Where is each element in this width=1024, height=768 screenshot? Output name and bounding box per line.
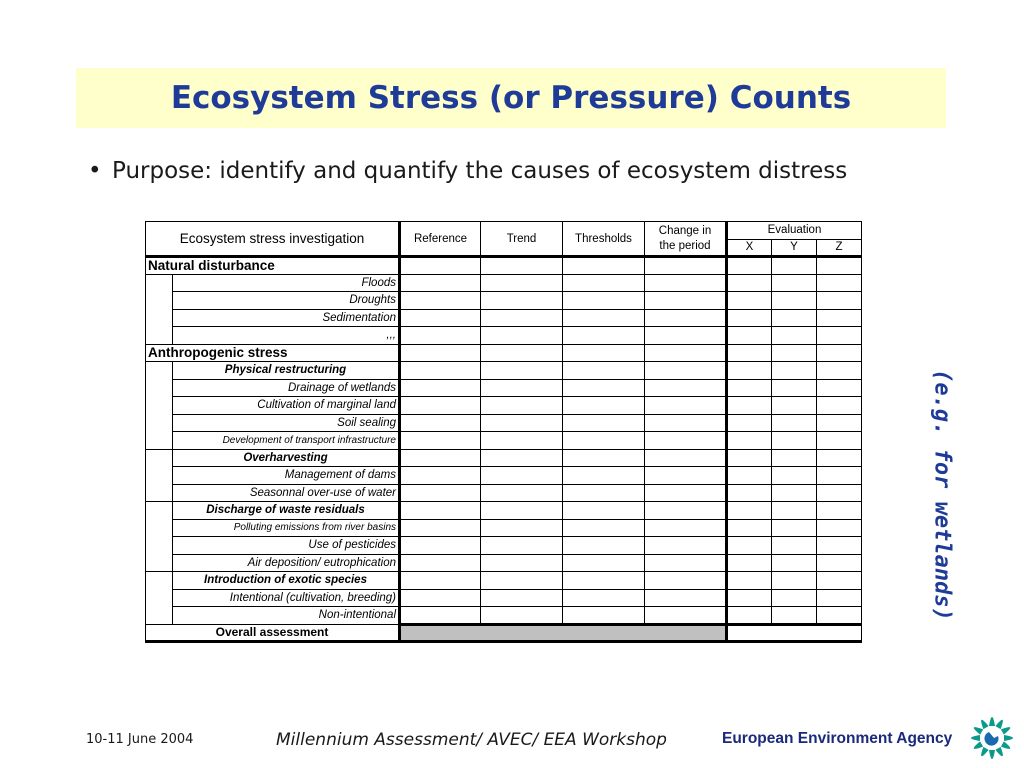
value-cell	[645, 292, 727, 310]
value-cell	[772, 467, 817, 485]
value-cell	[563, 467, 645, 485]
side-note-text: (e.g. for wetlands)	[929, 369, 955, 621]
row-label: Cultivation of marginal land	[173, 397, 400, 415]
value-cell	[481, 414, 563, 432]
header-reference: Reference	[400, 222, 481, 257]
value-cell	[645, 607, 727, 625]
value-cell	[400, 519, 481, 537]
value-cell	[400, 537, 481, 555]
table-row	[146, 607, 862, 625]
value-cell	[817, 519, 862, 537]
value-cell	[645, 309, 727, 327]
header-x: X	[727, 239, 772, 257]
value-cell	[727, 327, 772, 345]
value-cell	[563, 292, 645, 310]
value-cell	[817, 484, 862, 502]
row-label: Soil sealing	[173, 414, 400, 432]
value-cell	[481, 484, 563, 502]
value-cell	[817, 572, 862, 590]
row-label: Drainage of wetlands	[173, 379, 400, 397]
value-cell	[481, 327, 563, 345]
group-title: Physical restructuring	[173, 362, 400, 380]
header-z: Z	[817, 239, 862, 257]
value-cell	[481, 519, 563, 537]
value-cell	[772, 309, 817, 327]
table-row	[146, 274, 862, 292]
value-cell	[400, 257, 481, 275]
value-cell	[481, 502, 563, 520]
row-label: Intentional (cultivation, breeding)	[173, 589, 400, 607]
value-cell	[481, 537, 563, 555]
value-cell	[400, 362, 481, 380]
table-row	[146, 589, 862, 607]
value-cell	[563, 274, 645, 292]
value-cell	[727, 274, 772, 292]
value-cell	[817, 537, 862, 555]
value-cell	[563, 572, 645, 590]
value-cell	[400, 309, 481, 327]
value-cell	[481, 432, 563, 450]
value-cell	[481, 467, 563, 485]
value-cell	[645, 537, 727, 555]
value-cell	[817, 274, 862, 292]
value-cell	[727, 344, 772, 362]
value-cell	[400, 397, 481, 415]
group-indent	[146, 449, 173, 502]
row-label: Sedimentation	[173, 309, 400, 327]
value-cell	[772, 607, 817, 625]
header-thresholds: Thresholds	[563, 222, 645, 257]
row-label: Use of pesticides	[173, 537, 400, 555]
value-cell	[481, 309, 563, 327]
value-cell	[400, 414, 481, 432]
value-cell	[817, 379, 862, 397]
value-cell	[817, 502, 862, 520]
header-investigation: Ecosystem stress investigation	[146, 222, 400, 257]
value-cell	[400, 432, 481, 450]
value-cell	[817, 449, 862, 467]
bullet-point	[88, 158, 847, 184]
value-cell	[772, 292, 817, 310]
value-cell	[727, 257, 772, 275]
table-row	[146, 309, 862, 327]
group-title: Discharge of waste residuals	[173, 502, 400, 520]
overall-row	[146, 624, 862, 642]
value-cell	[481, 589, 563, 607]
value-cell	[727, 589, 772, 607]
value-cell	[645, 379, 727, 397]
value-cell	[772, 432, 817, 450]
value-cell	[817, 607, 862, 625]
value-cell	[645, 344, 727, 362]
value-cell	[563, 432, 645, 450]
value-cell	[817, 589, 862, 607]
value-cell	[563, 379, 645, 397]
table-row	[146, 519, 862, 537]
value-cell	[645, 572, 727, 590]
row-label: Polluting emissions from river basins	[173, 519, 400, 537]
row-label: ,,,	[173, 327, 400, 345]
value-cell	[772, 344, 817, 362]
value-cell	[645, 257, 727, 275]
side-note	[922, 355, 962, 635]
table-row	[146, 397, 862, 415]
table-row	[146, 572, 862, 590]
value-cell	[817, 327, 862, 345]
value-cell	[563, 257, 645, 275]
value-cell	[727, 309, 772, 327]
table-row	[146, 502, 862, 520]
value-cell	[727, 519, 772, 537]
value-cell	[817, 397, 862, 415]
value-cell	[645, 414, 727, 432]
eea-logo-icon	[960, 706, 1024, 768]
value-cell	[481, 344, 563, 362]
value-cell	[645, 484, 727, 502]
value-cell	[645, 397, 727, 415]
value-cell	[772, 362, 817, 380]
value-cell	[772, 379, 817, 397]
row-label: Floods	[173, 274, 400, 292]
header-row-1	[146, 222, 862, 240]
value-cell	[400, 607, 481, 625]
header-trend: Trend	[481, 222, 563, 257]
value-cell	[481, 274, 563, 292]
bullet-text: Purpose: identify and quantify the causes of ecosystem distress	[112, 158, 848, 184]
value-cell	[727, 362, 772, 380]
value-cell	[481, 607, 563, 625]
value-cell	[817, 414, 862, 432]
group-indent	[146, 572, 173, 625]
value-cell	[400, 554, 481, 572]
value-cell	[817, 554, 862, 572]
table-row	[146, 327, 862, 345]
value-cell	[563, 484, 645, 502]
table-row	[146, 449, 862, 467]
slide-title: Ecosystem Stress (or Pressure) Counts	[170, 80, 852, 116]
value-cell	[400, 449, 481, 467]
section-row	[146, 257, 862, 275]
value-cell	[400, 589, 481, 607]
value-cell	[645, 589, 727, 607]
group-title: Overharvesting	[173, 449, 400, 467]
footer-event: Millennium Assessment/ AVEC/ EEA Workshop	[276, 730, 667, 750]
value-cell	[772, 397, 817, 415]
value-cell	[727, 607, 772, 625]
table-row	[146, 432, 862, 450]
header-change	[645, 222, 727, 257]
header-change-line1: Change in	[658, 224, 712, 237]
value-cell	[772, 519, 817, 537]
value-cell	[563, 607, 645, 625]
value-cell	[772, 589, 817, 607]
value-cell	[563, 589, 645, 607]
value-cell	[727, 554, 772, 572]
value-cell	[481, 449, 563, 467]
row-label: Development of transport infrastructure	[173, 432, 400, 450]
value-cell	[727, 572, 772, 590]
row-label: Droughts	[173, 292, 400, 310]
bullet-dot-icon: •	[88, 158, 102, 184]
value-cell	[817, 309, 862, 327]
value-cell	[400, 344, 481, 362]
value-cell	[727, 379, 772, 397]
overall-label: Overall assessment	[146, 624, 400, 642]
row-label: Non-intentional	[173, 607, 400, 625]
value-cell	[727, 449, 772, 467]
value-cell	[645, 327, 727, 345]
value-cell	[481, 572, 563, 590]
value-cell	[817, 344, 862, 362]
value-cell	[645, 362, 727, 380]
value-cell	[727, 414, 772, 432]
value-cell	[563, 344, 645, 362]
value-cell	[727, 467, 772, 485]
value-cell	[400, 327, 481, 345]
value-cell	[481, 292, 563, 310]
value-cell	[563, 309, 645, 327]
footer-agency: European Environment Agency	[722, 730, 953, 747]
row-label: Air deposition/ eutrophication	[173, 554, 400, 572]
value-cell	[481, 362, 563, 380]
value-cell	[400, 292, 481, 310]
value-cell	[727, 432, 772, 450]
value-cell	[772, 502, 817, 520]
table-row	[146, 362, 862, 380]
title-box	[76, 68, 946, 128]
value-cell	[400, 467, 481, 485]
value-cell	[727, 484, 772, 502]
value-cell	[772, 327, 817, 345]
value-cell	[563, 362, 645, 380]
value-cell	[772, 537, 817, 555]
table-row	[146, 554, 862, 572]
value-cell	[772, 449, 817, 467]
row-label: Management of dams	[173, 467, 400, 485]
value-cell	[400, 379, 481, 397]
table-row	[146, 484, 862, 502]
value-cell	[645, 467, 727, 485]
table-row	[146, 537, 862, 555]
table-row	[146, 379, 862, 397]
header-change-line2: the period	[659, 239, 711, 252]
overall-grey-cell	[400, 624, 727, 642]
value-cell	[563, 502, 645, 520]
value-cell	[772, 572, 817, 590]
value-cell	[772, 274, 817, 292]
value-cell	[727, 292, 772, 310]
value-cell	[772, 257, 817, 275]
value-cell	[481, 554, 563, 572]
value-cell	[772, 484, 817, 502]
value-cell	[727, 537, 772, 555]
value-cell	[481, 379, 563, 397]
value-cell	[563, 519, 645, 537]
value-cell	[400, 484, 481, 502]
value-cell	[645, 432, 727, 450]
footer-date: 10-11 June 2004	[86, 732, 194, 747]
section-label: Anthropogenic stress	[146, 344, 400, 362]
section-row	[146, 344, 862, 362]
section-label: Natural disturbance	[146, 257, 400, 275]
value-cell	[400, 502, 481, 520]
value-cell	[400, 274, 481, 292]
header-y: Y	[772, 239, 817, 257]
value-cell	[817, 362, 862, 380]
value-cell	[817, 292, 862, 310]
group-indent	[146, 502, 173, 572]
value-cell	[817, 257, 862, 275]
overall-evaluation-cell	[727, 624, 862, 642]
value-cell	[563, 397, 645, 415]
stress-table	[145, 221, 862, 643]
value-cell	[645, 502, 727, 520]
value-cell	[727, 502, 772, 520]
value-cell	[645, 274, 727, 292]
value-cell	[727, 397, 772, 415]
table-row	[146, 292, 862, 310]
value-cell	[563, 554, 645, 572]
row-label: Seasonnal over-use of water	[173, 484, 400, 502]
value-cell	[772, 414, 817, 432]
value-cell	[563, 327, 645, 345]
value-cell	[645, 554, 727, 572]
value-cell	[645, 449, 727, 467]
value-cell	[481, 257, 563, 275]
value-cell	[563, 537, 645, 555]
value-cell	[400, 572, 481, 590]
value-cell	[563, 414, 645, 432]
value-cell	[645, 519, 727, 537]
value-cell	[817, 432, 862, 450]
group-title: Introduction of exotic species	[173, 572, 400, 590]
value-cell	[481, 397, 563, 415]
value-cell	[817, 467, 862, 485]
group-indent	[146, 362, 173, 450]
table-row	[146, 414, 862, 432]
header-evaluation: Evaluation	[727, 222, 862, 240]
value-cell	[563, 449, 645, 467]
value-cell	[772, 554, 817, 572]
group-indent	[146, 274, 173, 344]
table-row	[146, 467, 862, 485]
